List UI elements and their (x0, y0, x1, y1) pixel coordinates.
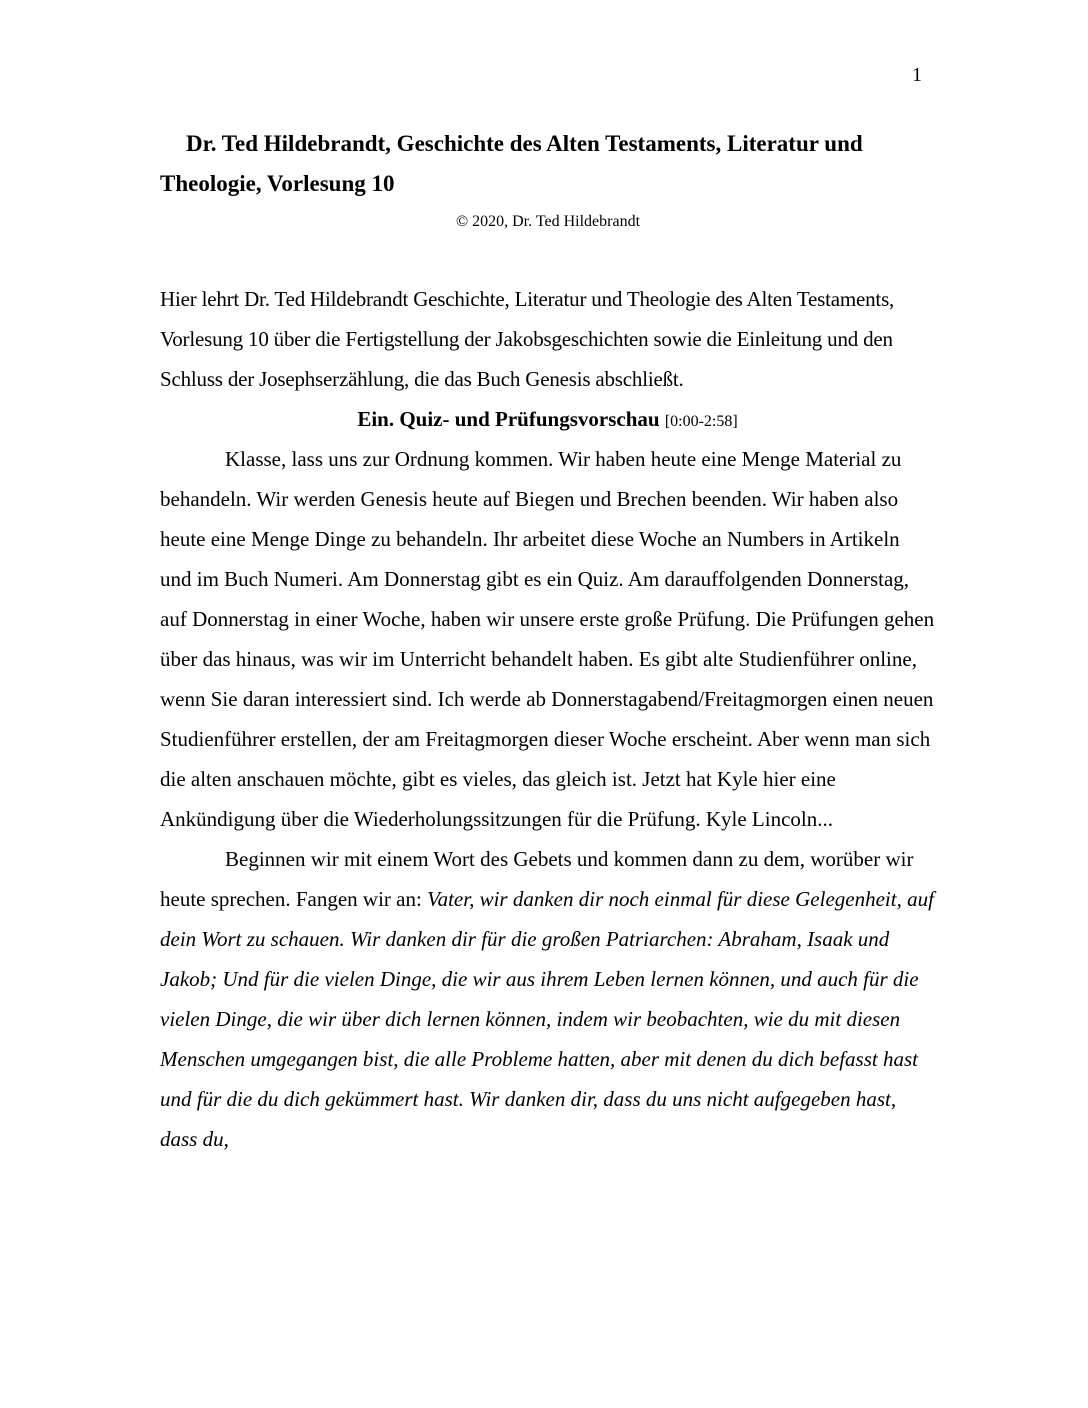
intro-paragraph: Hier lehrt Dr. Ted Hildebrandt Geschichte, Literatur und Theologie des Alten Testaments, Vorlesung 10 über die Fertigstellung der Jakobsgeschichten sowie die Einleitung und den Schluss der Josephserzählung, die das Buch Genesis abschließt. (160, 287, 895, 391)
page-number: 1 (912, 64, 922, 86)
prayer-text: Vater, wir danken dir noch einmal für diese Gelegenheit, auf dein Wort zu schauen. Wir danken dir für die großen Patriarchen: Abraham, Isaak und Jakob; Und für die vielen Dinge, die wir aus ihrem Leben lernen können, und auch für die vielen Dinge, die wir über dich lernen können, indem wir beobachten, wie du mit diesen Menschen umgegangen bist, die alle Probleme hatten, aber mit denen du dich befasst hast und für die du dich gekümmert hast. Wir danken dir, dass du uns nicht aufgegeben hast, dass du, (160, 887, 934, 1151)
section-heading (160, 399, 935, 439)
body-paragraph-2 (160, 839, 935, 1159)
section-timestamp: [0:00-2:58] (664, 413, 738, 430)
copyright-notice: © 2020, Dr. Ted Hildebrandt (455, 213, 641, 230)
prayer-lead-in: Beginnen wir mit einem Wort des Gebets und kommen dann zu dem, worüber wir heute sprechen. Fangen wir an: (160, 847, 914, 911)
body-paragraph-1: Klasse, lass uns zur Ordnung kommen. Wir haben heute eine Menge Material zu behandeln. Wir werden Genesis heute auf Biegen und Brechen beenden. Wir haben also heute eine Menge Dinge zu behandeln. Ihr arbeitet diese Woche an Numbers in Artikeln und im Buch Numeri. Am Donnerstag gibt es ein Quiz. Am darauffolgenden Donnerstag, auf Donnerstag in einer Woche, haben wir unsere erste große Prüfung. Die Prüfungen gehen über das hinaus, was wir im Unterricht behandelt haben. Es gibt alte Studienführer online, wenn Sie daran interessiert sind. Ich werde ab Donnerstagabend/Freitagmorgen einen neuen Studienführer erstellen, der am Freitagmorgen dieser Woche erscheint. Aber wenn man sich die alten anschauen möchte, gibt es vieles, das gleich ist. Jetzt hat Kyle hier eine Ankündigung über die Wiederholungssitzungen für die Prüfung. Kyle Lincoln... (160, 447, 935, 831)
document-body (160, 279, 935, 1159)
section-heading-text: Ein. Quiz- und Prüfungsvorschau (357, 407, 660, 431)
document-title: Dr. Ted Hildebrandt, Geschichte des Alten Testaments, Literatur und Theologie, Vorlesung 10 (160, 131, 863, 196)
